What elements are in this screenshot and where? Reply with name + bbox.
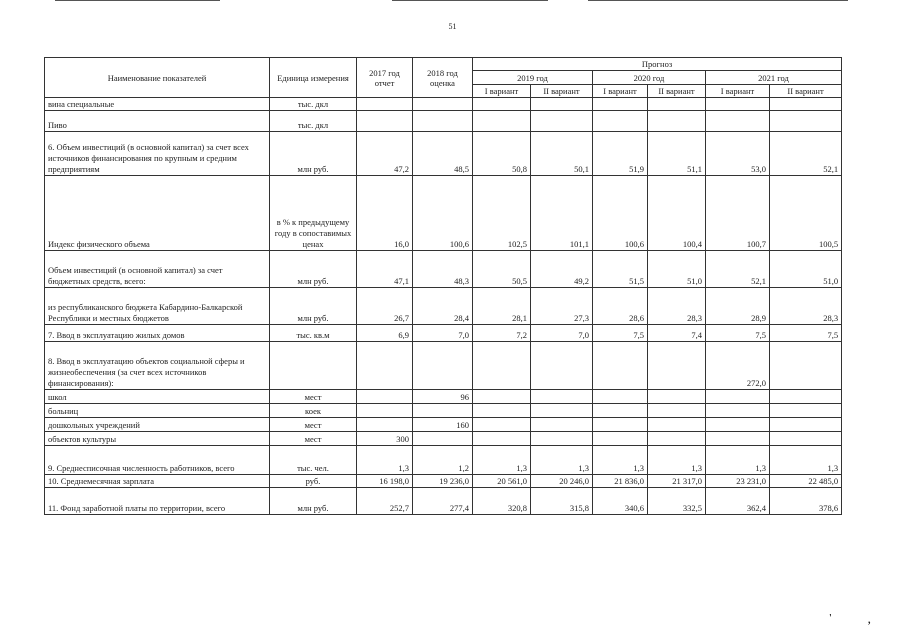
scan-edge-line (392, 0, 548, 1)
row-name: 9. Среднесписочная численность работников, всего (45, 446, 270, 475)
table-row (45, 432, 842, 446)
row-value: 20 561,0 (473, 475, 531, 488)
forecast-table (44, 57, 842, 515)
row-value: 1,3 (473, 446, 531, 475)
row-value (473, 342, 531, 390)
row-value (648, 342, 706, 390)
row-value: 16 198,0 (357, 475, 413, 488)
row-value (593, 404, 648, 418)
row-unit: в % к предыдущему году в сопоставимых ценах (270, 176, 357, 251)
header-unit: Единица измерения (270, 58, 357, 98)
row-value (473, 111, 531, 132)
row-value (473, 98, 531, 111)
header-variant: II вариант (648, 85, 706, 98)
row-unit: млн руб. (270, 488, 357, 515)
row-value (473, 390, 531, 404)
row-value: 362,4 (706, 488, 770, 515)
row-value: 21 317,0 (648, 475, 706, 488)
row-value (770, 111, 842, 132)
row-value: 50,1 (531, 132, 593, 176)
row-value (593, 390, 648, 404)
row-value (593, 98, 648, 111)
row-value: 102,5 (473, 176, 531, 251)
row-value: 7,5 (770, 325, 842, 342)
header-name: Наименование показателей (45, 58, 270, 98)
header-2017: 2017 год отчет (357, 58, 413, 98)
table-body (45, 98, 842, 515)
row-value (531, 418, 593, 432)
scan-mark: , (868, 615, 871, 626)
row-value (706, 111, 770, 132)
table-row (45, 404, 842, 418)
row-value (593, 111, 648, 132)
scan-mark: ' (829, 613, 832, 624)
row-value: 252,7 (357, 488, 413, 515)
header-year: 2021 год (706, 71, 842, 85)
row-value: 22 485,0 (770, 475, 842, 488)
row-value (648, 404, 706, 418)
row-value: 272,0 (706, 342, 770, 390)
row-name: 8. Ввод в эксплуатацию объектов социальной сферы и жизнеобеспечения (за счет всех источников финансирования): (45, 342, 270, 390)
row-unit: млн руб. (270, 132, 357, 176)
header-variant: II вариант (531, 85, 593, 98)
table-row (45, 98, 842, 111)
row-value: 100,6 (593, 176, 648, 251)
row-name: школ (45, 390, 270, 404)
table-row (45, 418, 842, 432)
row-value (648, 418, 706, 432)
row-value: 48,5 (413, 132, 473, 176)
scan-edge-line (588, 0, 848, 1)
row-value: 52,1 (706, 251, 770, 288)
row-value: 51,9 (593, 132, 648, 176)
row-value: 28,1 (473, 288, 531, 325)
row-value (413, 342, 473, 390)
row-value (413, 111, 473, 132)
header-variant: II вариант (770, 85, 842, 98)
table-row (45, 132, 842, 176)
row-value (531, 404, 593, 418)
row-unit: тыс. кв.м (270, 325, 357, 342)
table-row (45, 251, 842, 288)
row-value: 1,3 (648, 446, 706, 475)
row-value: 16,0 (357, 176, 413, 251)
row-unit: млн руб. (270, 251, 357, 288)
row-name: 11. Фонд заработной платы по территории, всего (45, 488, 270, 515)
row-value: 28,6 (593, 288, 648, 325)
row-name: дошкольных учреждений (45, 418, 270, 432)
row-value (770, 98, 842, 111)
table-row (45, 176, 842, 251)
row-value: 27,3 (531, 288, 593, 325)
row-value (770, 404, 842, 418)
header-variant: I вариант (473, 85, 531, 98)
row-value: 51,0 (648, 251, 706, 288)
header-variant: I вариант (706, 85, 770, 98)
header-year: 2019 год (473, 71, 593, 85)
row-value: 7,0 (413, 325, 473, 342)
row-unit: мест (270, 432, 357, 446)
row-name: Индекс физического объема (45, 176, 270, 251)
row-value (706, 390, 770, 404)
row-value: 315,8 (531, 488, 593, 515)
row-value (648, 111, 706, 132)
row-value: 47,2 (357, 132, 413, 176)
table-row (45, 288, 842, 325)
row-value: 28,4 (413, 288, 473, 325)
row-name: больниц (45, 404, 270, 418)
row-value (357, 98, 413, 111)
row-value: 1,3 (770, 446, 842, 475)
row-value: 332,5 (648, 488, 706, 515)
row-value (357, 390, 413, 404)
row-value: 53,0 (706, 132, 770, 176)
row-value (531, 342, 593, 390)
row-name: вина специальные (45, 98, 270, 111)
row-value (531, 111, 593, 132)
row-value: 7,4 (648, 325, 706, 342)
row-value: 20 246,0 (531, 475, 593, 488)
row-value: 50,8 (473, 132, 531, 176)
row-value (770, 342, 842, 390)
row-value: 1,3 (357, 446, 413, 475)
row-value: 50,5 (473, 251, 531, 288)
row-value: 100,6 (413, 176, 473, 251)
row-value: 277,4 (413, 488, 473, 515)
row-value: 340,6 (593, 488, 648, 515)
row-value (648, 98, 706, 111)
row-value (473, 404, 531, 418)
row-value: 100,7 (706, 176, 770, 251)
row-value: 1,3 (706, 446, 770, 475)
row-value: 7,5 (706, 325, 770, 342)
table-row (45, 111, 842, 132)
row-value: 100,4 (648, 176, 706, 251)
row-value (593, 432, 648, 446)
row-value: 48,3 (413, 251, 473, 288)
row-value: 21 836,0 (593, 475, 648, 488)
row-value (413, 404, 473, 418)
row-value (593, 418, 648, 432)
row-unit: мест (270, 390, 357, 404)
row-value (357, 342, 413, 390)
header-year: 2020 год (593, 71, 706, 85)
row-value: 1,3 (531, 446, 593, 475)
row-value: 28,9 (706, 288, 770, 325)
row-value: 51,1 (648, 132, 706, 176)
row-name: Объем инвестиций (в основной капитал) за счет бюджетных средств, всего: (45, 251, 270, 288)
row-value: 49,2 (531, 251, 593, 288)
table-row (45, 325, 842, 342)
row-value (648, 390, 706, 404)
row-value: 28,3 (648, 288, 706, 325)
header-forecast: Прогноз (473, 58, 842, 71)
row-unit: мест (270, 418, 357, 432)
row-value: 28,3 (770, 288, 842, 325)
row-value (648, 432, 706, 446)
row-name: объектов культуры (45, 432, 270, 446)
row-value (531, 98, 593, 111)
row-value: 1,2 (413, 446, 473, 475)
table-row (45, 475, 842, 488)
row-name: 7. Ввод в эксплуатацию жилых домов (45, 325, 270, 342)
row-value (473, 418, 531, 432)
table-row (45, 488, 842, 515)
row-value: 6,9 (357, 325, 413, 342)
row-value (473, 432, 531, 446)
row-value: 23 231,0 (706, 475, 770, 488)
page-number: 51 (448, 22, 457, 31)
row-name: из республиканского бюджета Кабардино-Балкарской Республики и местных бюджетов (45, 288, 270, 325)
row-value: 100,5 (770, 176, 842, 251)
row-unit: тыс. чел. (270, 446, 357, 475)
scan-edge-line (55, 0, 220, 1)
row-value (770, 390, 842, 404)
row-name: Пиво (45, 111, 270, 132)
row-value (706, 418, 770, 432)
row-value: 51,0 (770, 251, 842, 288)
row-value (706, 432, 770, 446)
row-value: 96 (413, 390, 473, 404)
row-value (770, 432, 842, 446)
header-2018: 2018 год оценка (413, 58, 473, 98)
row-unit: тыс. дкл (270, 98, 357, 111)
table-row (45, 446, 842, 475)
row-value (357, 404, 413, 418)
row-value (413, 98, 473, 111)
row-value (706, 98, 770, 111)
header-variant: I вариант (593, 85, 648, 98)
row-value (531, 432, 593, 446)
row-value: 26,7 (357, 288, 413, 325)
row-unit (270, 342, 357, 390)
row-unit: коек (270, 404, 357, 418)
row-value: 320,8 (473, 488, 531, 515)
row-value: 160 (413, 418, 473, 432)
row-value: 7,2 (473, 325, 531, 342)
row-value (593, 342, 648, 390)
row-value: 1,3 (593, 446, 648, 475)
row-value: 19 236,0 (413, 475, 473, 488)
row-value (706, 404, 770, 418)
row-value: 7,5 (593, 325, 648, 342)
row-value: 101,1 (531, 176, 593, 251)
row-value (413, 432, 473, 446)
row-value (357, 111, 413, 132)
row-value (770, 418, 842, 432)
row-value: 51,5 (593, 251, 648, 288)
row-value: 7,0 (531, 325, 593, 342)
row-unit: тыс. дкл (270, 111, 357, 132)
row-value: 300 (357, 432, 413, 446)
table-row (45, 342, 842, 390)
table-row (45, 390, 842, 404)
row-name: 6. Объем инвестиций (в основной капитал) за счет всех источников финансирования по крупным и средним предприятиям (45, 132, 270, 176)
row-value (531, 390, 593, 404)
row-value: 52,1 (770, 132, 842, 176)
row-value: 47,1 (357, 251, 413, 288)
row-unit: млн руб. (270, 288, 357, 325)
row-value (357, 418, 413, 432)
row-name: 10. Среднемесячная зарплата (45, 475, 270, 488)
row-value: 378,6 (770, 488, 842, 515)
row-unit: руб. (270, 475, 357, 488)
